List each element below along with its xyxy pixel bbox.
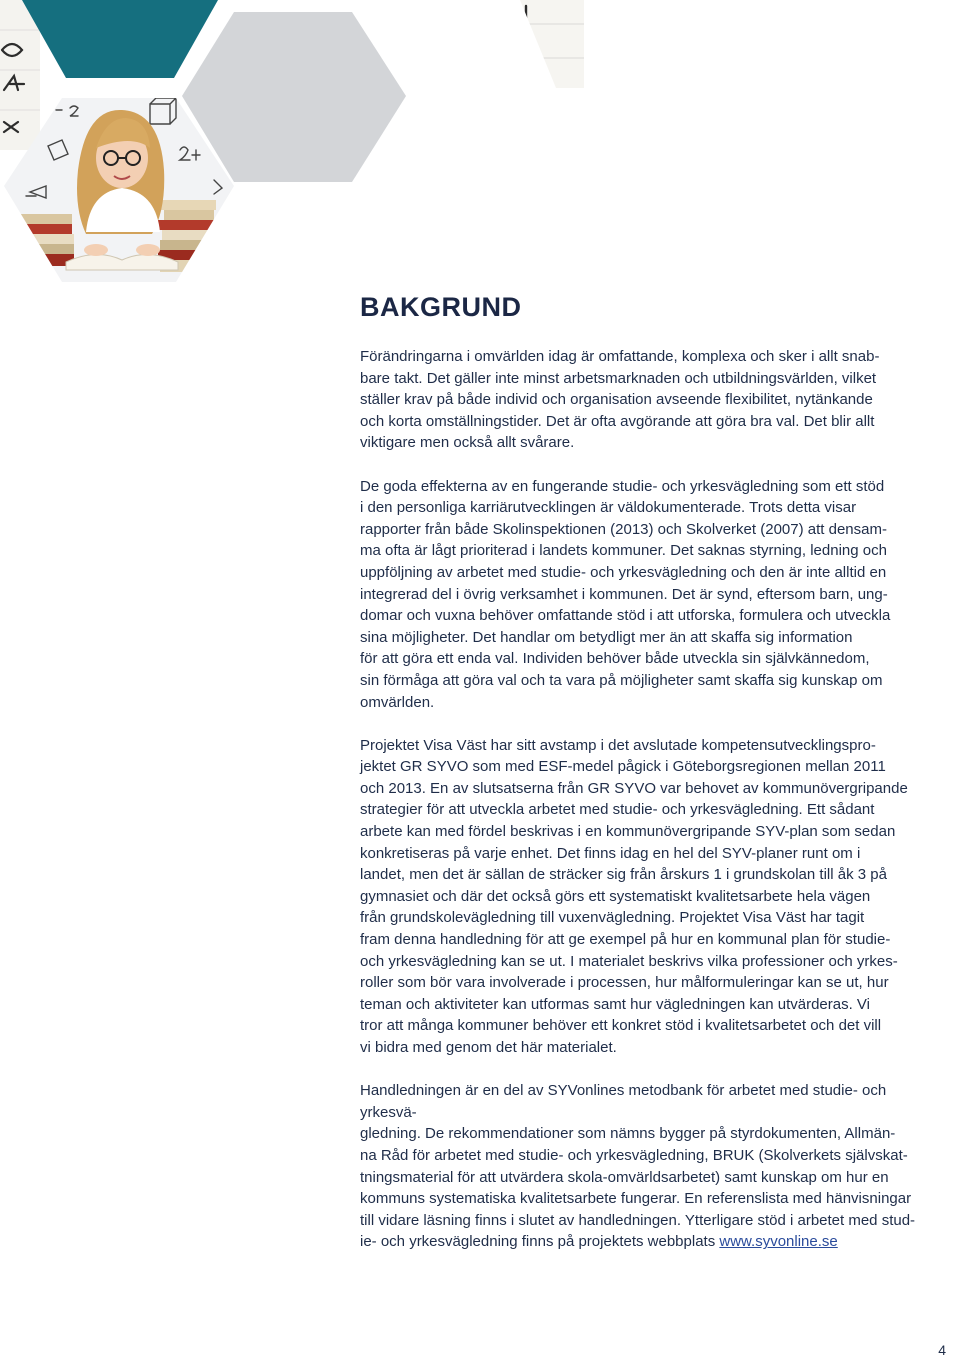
paragraph-project: Projektet Visa Väst har sitt avstamp i det avslutade kompetensutvecklingspro- jektet GR SYVO som med ESF-medel pågick i Göteborgsregionen mellan 2011 och 2013. En av slutsatserna från GR SYVO var behovet av kommunövergripande strategier för att utveckla arbetet med studie- och yrkesvägledning. Ett sådant arbete kan med fördel beskrivas i en kommunövergripande SYV-plan som sedan konkretiseras på varje enhet. Det finns idag en hel del SYV-planer runt om i landet, men det är sällan de sträcker sig från årskurs 1 i grundskolan till åk 3 på gymnasiet och där det också görs ett systematiskt kvalitetsarbete hela vägen från grundskolevägledning till vuxenvägledning. Projektet Visa Väst har tagit fram denna handledning för att ge exempel på hur en kommunal plan för studie- och yrkesvägledning kan se ut. I materialet beskrivs vilka professioner och yrkes- roller som bör vara involverade i processen, hur målformuleringar kan se ut, hur teman och aktiviteter kan utformas samt hur vägledningen kan utvärderas. Vi tror att många kommuner behöver ett konkret stöd i kvalitetsarbetet och det vill vi bidra med genom det här materialet.: [360, 736, 908, 1056]
letters-tile-left: [0, 0, 40, 150]
handwritten-letters-photo: [360, 0, 590, 90]
paragraph-intro: Förändringarna i omvärlden idag är omfattande, komplexa och sker i allt snab- bare takt. Det gäller inte minst arbetsmarknaden och utbildningsvärlden, vilket ställer krav på både individ och organisation avseende flexibilitet, nytänkande och korta omställningstider. Det är ofta avgörande att göra bra val. Det blir allt viktigare men också allt svårare.: [360, 348, 880, 452]
syvonline-link[interactable]: www.syvonline.se: [719, 1233, 838, 1251]
paragraph-handbook-text: Handledningen är en del av SYVonlines metodbank för arbetet med studie- och yrkesvä- gledning. De rekommendationer som nämns bygger på styrdokumenten, Allmän- na Råd för arbetet med studie- och yrkesvägledning, BRUK (Skolverkets självskat- tningsmaterial för att utvärdera skola-omvärldsarbetet) samt kunskap om hur en kommuns systematiska kvalitetsarbete fungerar. En referenslista med hänvisningar till vidare läsning finns i slutet av handledningen. Ytterligare stöd i arbetet med stud- ie- och yrkesvägledning finns på projektets webbplats: [360, 1082, 916, 1251]
page-number: 4: [938, 1342, 946, 1358]
paragraph-effects: De goda effekterna av en fungerande studie- och yrkesvägledning som ett stöd i den personliga karriärutvecklingen är väldokumenterade. Trots detta visar rapporter från både Skolinspektionen (2013) och Skolverket (2007) att densam- ma ofta är lågt prioriterad i landets kommuner. Det saknas styrning, ledning och uppföljning av arbetet med studie- och yrkesvägledning och den är inte alltid en integrerad del i övrig verksamhet i kommunen. Det är synd, eftersom barn, ung- domar och vuxna behöver omfattande stöd i att utforska, formulera och utveckla sina möjligheter. Det handlar om betydligt mer än att skaffa sig information för att göra ett enda val. Individen behöver både utveckla sin självkännedom, sin förmåga att göra val och ta vara på möjligheter samt skaffa sig kunskap om omvärlden.: [360, 477, 891, 711]
paragraph-handbook: [360, 1080, 932, 1253]
gray-hexagon: [182, 12, 406, 182]
teal-hexagon: [22, 0, 218, 78]
page-title: BAKGRUND: [360, 292, 522, 322]
article-body: [360, 346, 932, 1275]
header-hexagon-collage: [0, 0, 600, 300]
